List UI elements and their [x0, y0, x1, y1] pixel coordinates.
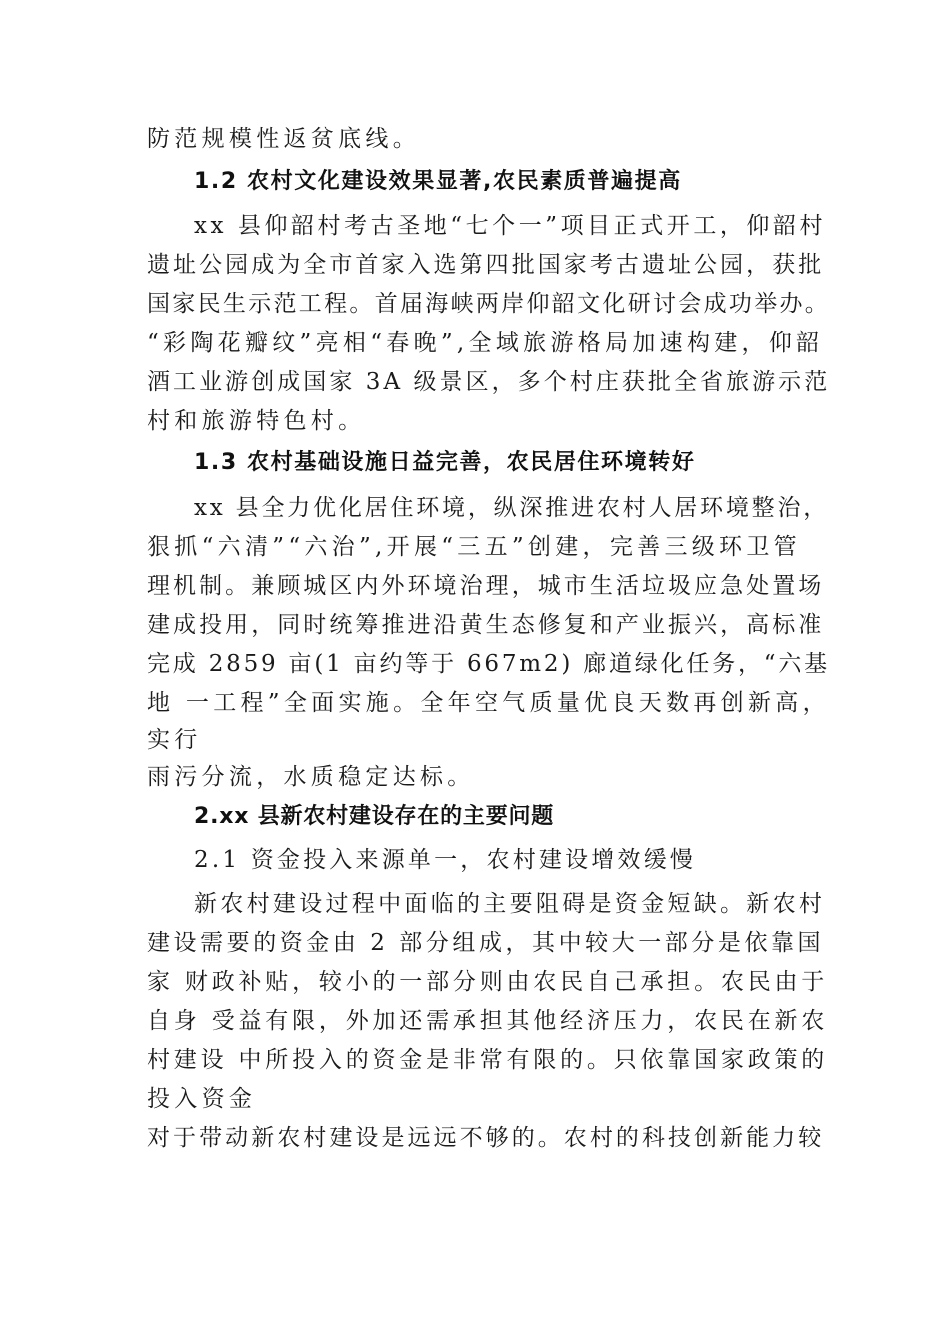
subsection-heading-2-1: 2.1 资金投入来源单一，农村建设增效缓慢: [194, 847, 697, 873]
text-line: 村建设 中所投入的资金是非常有限的。只依靠国家政策的: [147, 1047, 829, 1073]
text-line: 理机制。兼顾城区内外环境治理，城市生活垃圾应急处置场: [147, 573, 825, 599]
text-line: 遗址公园成为全市首家入选第四批国家考古遗址公园，获批: [147, 252, 825, 278]
section-heading-1-3: 1.3 农村基础设施日益完善，农民居住环境转好: [194, 450, 696, 475]
text-line: 国家民生示范工程。首届海峡两岸仰韶文化研讨会成功举办。: [147, 291, 831, 317]
text-line: 雨污分流，水质稳定达标。: [147, 764, 475, 790]
text-line: 完成 2859 亩(1 亩约等于 667m2) 廊道绿化任务，“六基: [147, 651, 830, 677]
text-line: 狠抓“六清”“六治”,开展“三五”创建，完善三级环卫管: [147, 534, 801, 560]
text-line: 酒工业游创成国家 3A 级景区，多个村庄获批全省旅游示范: [147, 369, 831, 395]
text-line: 实行: [147, 727, 202, 753]
section-heading-2: 2.xx 县新农村建设存在的主要问题: [194, 804, 555, 829]
text-line: 投入资金: [147, 1086, 257, 1112]
section-heading-1-2: 1.2 农村文化建设效果显著,农民素质普遍提高: [194, 169, 682, 194]
text-line: 建设需要的资金由 2 部分组成，其中较大一部分是依靠国: [147, 930, 825, 956]
text-line: 对于带动新农村建设是远远不够的。农村的科技创新能力较: [147, 1125, 825, 1151]
text-line: 村和旅游特色村。: [147, 408, 366, 434]
text-line: xx 县仰韶村考古圣地“七个一”项目正式开工，仰韶村: [194, 213, 827, 239]
text-line: “彩陶花瓣纹”亮相“春晚”,全域旅游格局加速构建，仰韶: [147, 330, 824, 356]
text-line: 家 财政补贴，较小的一部分则由农民自己承担。农民由于: [147, 969, 829, 995]
text-line: 自身 受益有限，外加还需承担其他经济压力，农民在新农: [147, 1008, 829, 1034]
text-line: 建成投用，同时统筹推进沿黄生态修复和产业振兴，高标准: [147, 612, 825, 638]
text-line: 新农村建设过程中面临的主要阻碍是资金短缺。新农村: [194, 891, 826, 917]
text-line: 地 一工程”全面实施。全年空气质量优良天数再创新高，: [147, 690, 830, 716]
text-line: 防范规模性返贫底线。: [147, 126, 420, 152]
text-line: xx 县全力优化居住环境，纵深推进农村人居环境整治，: [194, 495, 830, 521]
